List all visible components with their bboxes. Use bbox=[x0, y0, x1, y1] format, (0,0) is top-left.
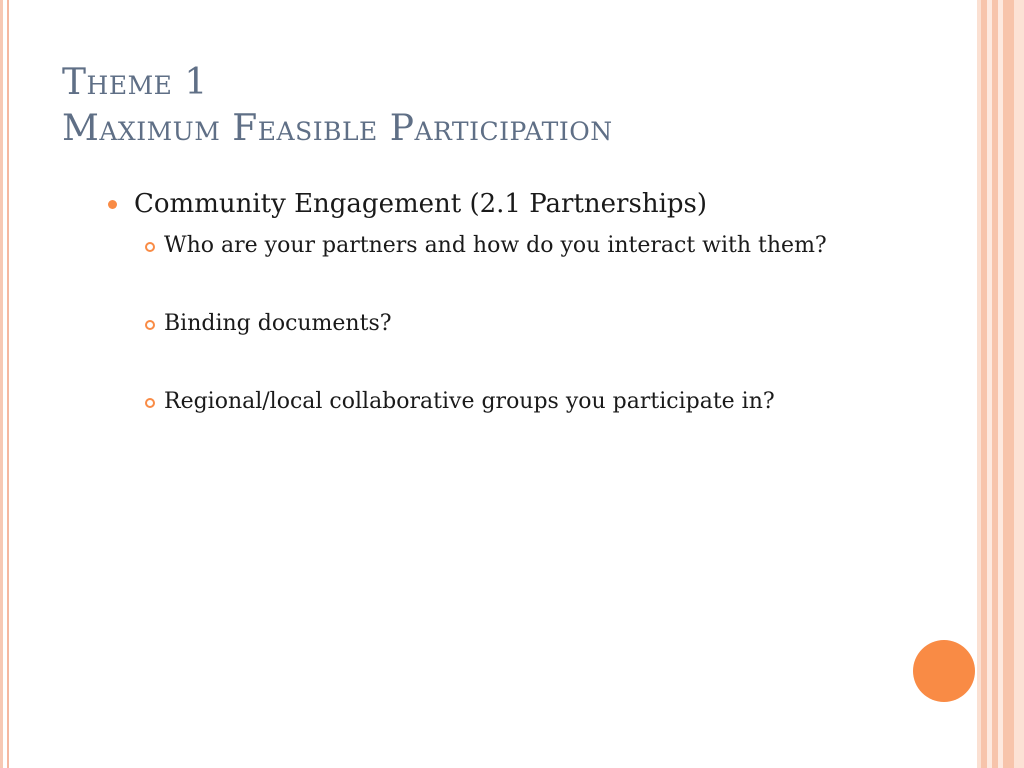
sub-bullet-item bbox=[100, 230, 844, 262]
ring-bullet-icon bbox=[145, 398, 155, 408]
ring-bullet-icon bbox=[145, 242, 155, 252]
bullet-dot-icon bbox=[108, 200, 117, 209]
sub-bullet-item bbox=[100, 386, 844, 418]
slide-title bbox=[62, 60, 942, 152]
sub-bullet-text: Binding documents? bbox=[164, 311, 392, 336]
sub-bullet-list bbox=[100, 230, 960, 418]
accent-circle-decoration bbox=[913, 640, 975, 702]
slide-body bbox=[100, 186, 960, 464]
slide-title-line-2: Maximum Feasible Participation bbox=[62, 108, 613, 149]
slide-title-line-1: Theme 1 bbox=[62, 62, 208, 103]
right-border-stripe bbox=[1014, 0, 1024, 768]
sub-bullet-item bbox=[100, 308, 844, 340]
sub-bullet-text: Regional/local collaborative groups you participate in? bbox=[164, 389, 775, 414]
sub-bullet-text: Who are your partners and how do you interact with them? bbox=[164, 233, 827, 258]
ring-bullet-icon bbox=[145, 320, 155, 330]
bullet-item bbox=[100, 186, 960, 222]
right-border-stripe bbox=[1003, 0, 1014, 768]
left-border-stripe bbox=[0, 0, 3, 768]
bullet-text: Community Engagement (2.1 Partnerships) bbox=[134, 189, 708, 219]
left-border-stripe bbox=[7, 0, 9, 768]
